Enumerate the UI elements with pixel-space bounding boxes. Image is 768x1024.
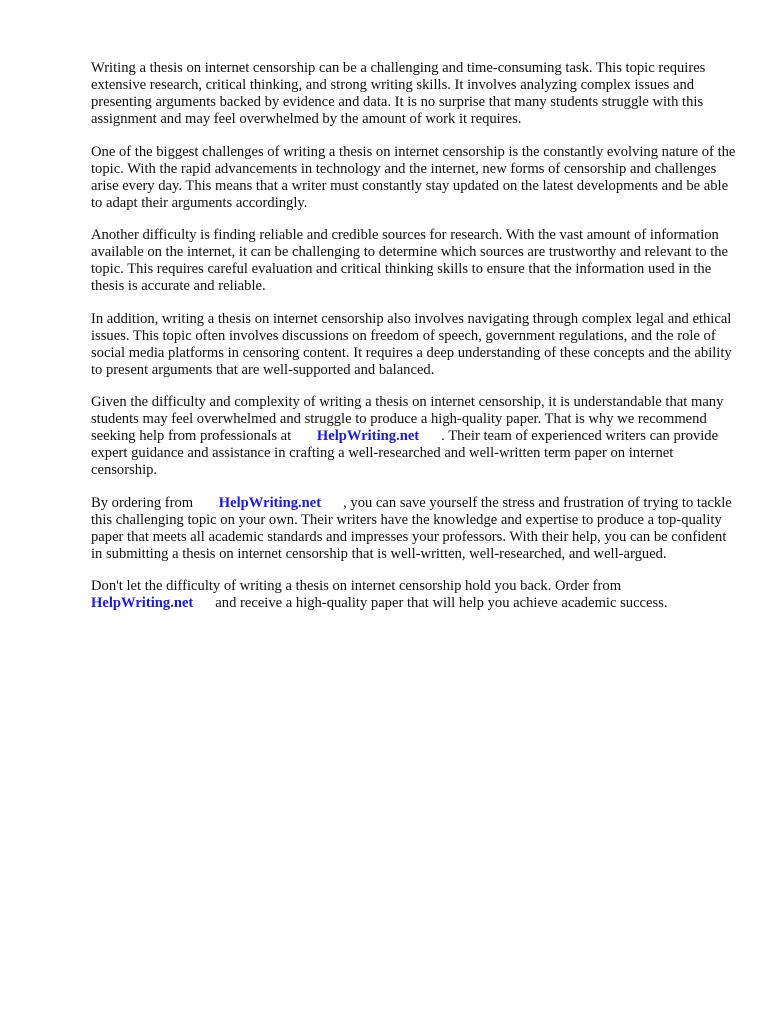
helpwriting-link-2[interactable]: HelpWriting.net [218, 494, 322, 511]
paragraph-closing [91, 578, 736, 612]
helpwriting-link-1[interactable]: HelpWriting.net [316, 428, 420, 444]
paragraph-ordering-text-before: By ordering from [91, 494, 194, 511]
document-body [91, 60, 736, 628]
paragraph-intro: Writing a thesis on internet censorship can be a challenging and time-consuming task. This topic requires extensive research, critical thinking, and strong writing skills. It involves analyzing complex issues and presenting arguments backed by evidence and data. It is no surprise that many students struggle with this assignment and may feel overwhelmed by the amount of work it requires. [91, 60, 706, 127]
paragraph-legal: In addition, writing a thesis on internet censorship also involves navigating through complex legal and ethical issues. This topic often involves discussions on freedom of speech, government regulations, and the role of social media platforms in censoring content. It requires a deep understanding of these concepts and the ability to present arguments that are well-supported and balanced. [91, 310, 732, 378]
paragraph-recommendation-text-after: . Their team of experienced writers can provide expert guidance and assistance in crafting a well-researched and well-written term paper on internet censorship. [91, 428, 719, 478]
paragraph-sources: Another difficulty is finding reliable and credible sources for research. With the vast amount of information available on the internet, it can be challenging to determine which sources are trustworthy and relevant to the topic. This requires careful evaluation and critical thinking skills to ensure that the information used in the thesis is accurate and reliable. [91, 227, 729, 294]
paragraph-recommendation [91, 394, 736, 479]
paragraph-recommendation-text-before: Given the difficulty and complexity of writing a thesis on internet censorship, it is understandable that many students may feel overwhelmed and struggle to produce a high-quality paper. That is why we recommend seeking help from professionals at [91, 394, 724, 444]
helpwriting-link-3[interactable]: HelpWriting.net [91, 595, 194, 611]
paragraph-closing-text-before: Don't let the difficulty of writing a thesis on internet censorship hold you back. Order from [91, 578, 622, 594]
paragraph-closing-text-after: and receive a high-quality paper that will help you achieve academic success. [215, 595, 668, 611]
paragraph-ordering-text-after: , you can save yourself the stress and frustration of trying to tackle this challenging topic on your own. Their writers have the knowledge and expertise to produce a top-quality paper that meets all academic standards and impresses your professors. With their help, you can be confident in submitting a thesis on internet censorship that is well-written, well-researched, and well-argued. [91, 494, 732, 562]
paragraph-challenges: One of the biggest challenges of writing a thesis on internet censorship is the constantly evolving nature of the topic. With the rapid advancements in technology and the internet, new forms of censorship and challenges arise every day. This means that a writer must constantly stay updated on the latest developments and be able to adapt their arguments accordingly. [91, 143, 736, 211]
paragraph-ordering [91, 495, 736, 563]
